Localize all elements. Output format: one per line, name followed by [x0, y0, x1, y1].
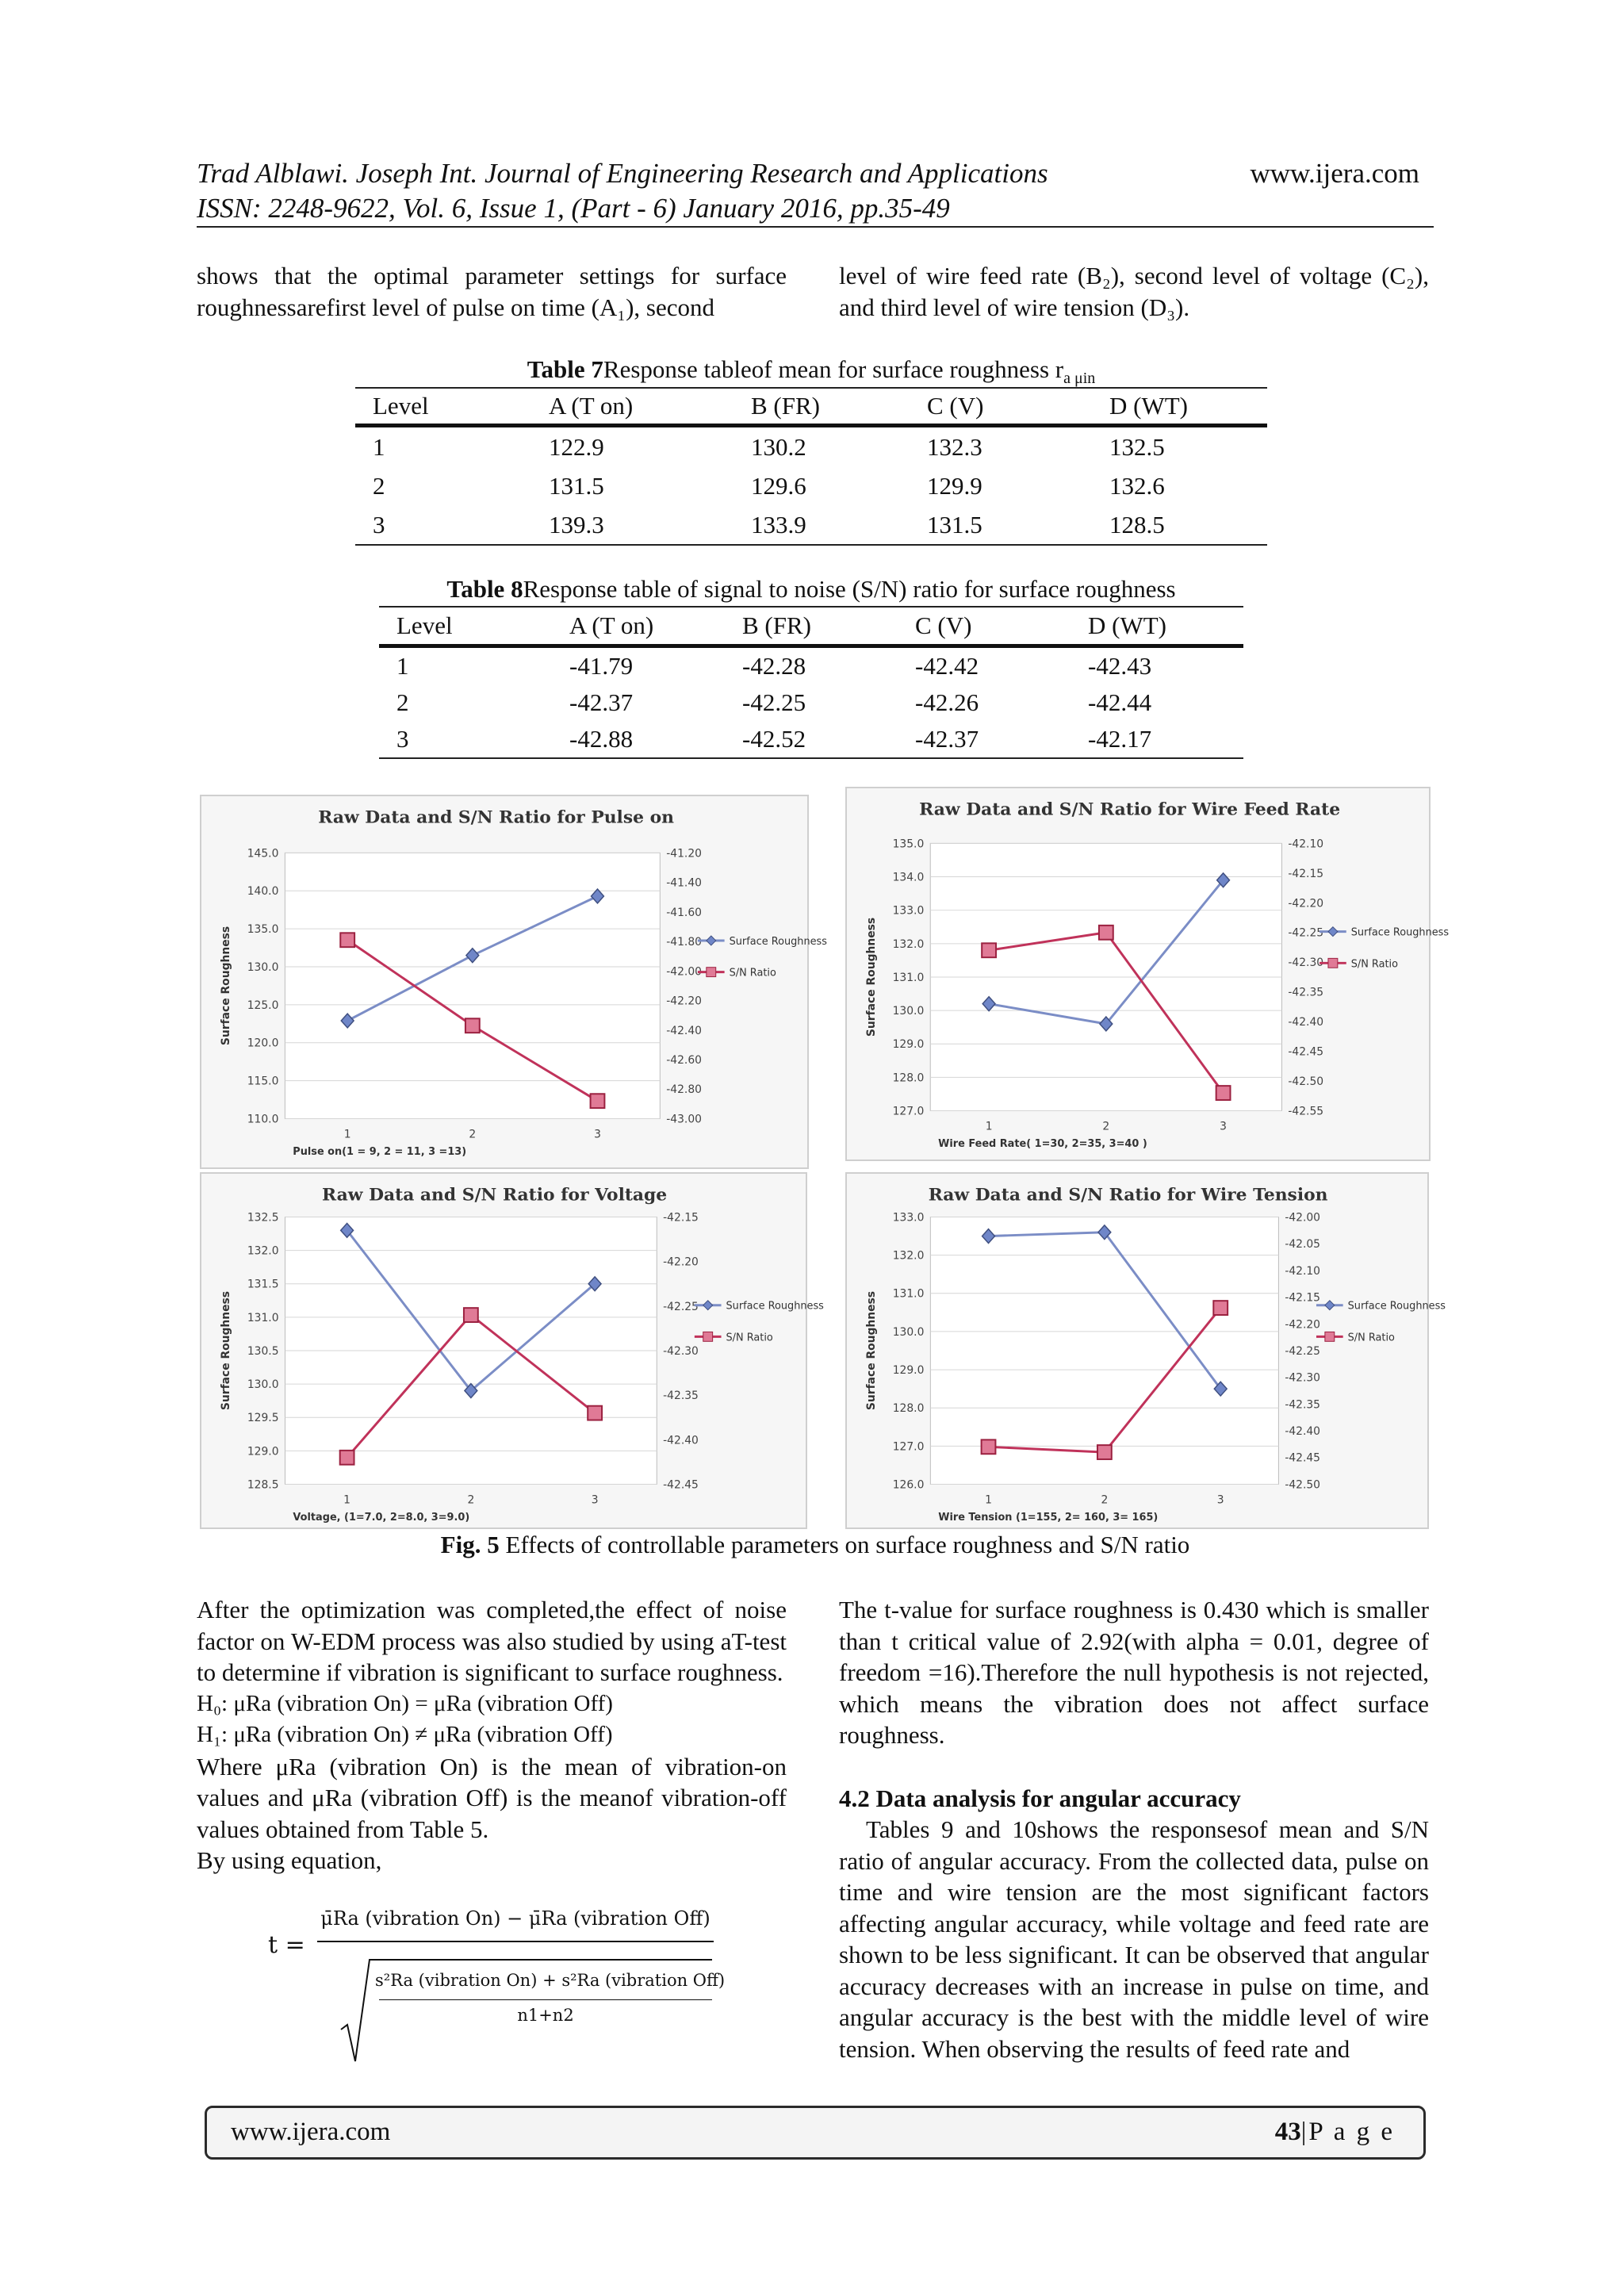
- x-tick-label: 1: [343, 1493, 351, 1507]
- data-point-square: [591, 1094, 605, 1108]
- y-left-tick-label: 110.0: [247, 1113, 279, 1126]
- y-left-tick-label: 145.0: [247, 847, 279, 861]
- x-tick-label: 1: [985, 1493, 992, 1507]
- table7-cell: 133.9: [733, 505, 910, 545]
- chart-title: Raw Data and S/N Ratio for Pulse on: [318, 807, 674, 828]
- legend-marker-diamond: [1325, 1301, 1335, 1310]
- data-point-square: [465, 1018, 480, 1033]
- table8-cell: -42.37: [898, 721, 1071, 758]
- table8-cell: -42.88: [552, 721, 725, 758]
- y-right-tick-label: -42.40: [1285, 1425, 1321, 1439]
- y-left-tick-label: 131.0: [892, 1287, 925, 1301]
- y-left-tick-label: 129.0: [892, 1364, 925, 1378]
- table7-cell: 139.3: [531, 505, 733, 545]
- table8-cell: -42.17: [1071, 721, 1243, 758]
- y-right-tick-label: -42.00: [666, 965, 702, 979]
- y-right-tick-label: -42.15: [1285, 1291, 1321, 1305]
- table-row: [379, 684, 1243, 721]
- angular-accuracy-paragraph: Tables 9 and 10shows the responsesof mean and S/N ratio of angular accuracy. From the collected data, pulse on time and wire tension are the most significant factors affecting angular accuracy, while voltage and feed rate are shown to be less significant. It can be observed that angular accuracy decreases with an increase in pulse on time, and angular accuracy is the best with the middle level of wire tension. When observing the results of feed rate and: [839, 1815, 1429, 2063]
- y-left-tick-label: 115.0: [247, 1075, 279, 1088]
- y-right-tick-label: -42.05: [1285, 1238, 1321, 1251]
- y-right-tick-label: -42.60: [666, 1054, 702, 1068]
- y-left-tick-label: 131.5: [247, 1278, 279, 1291]
- y-left-tick-label: 129.5: [247, 1412, 279, 1425]
- y-right-tick-label: -42.50: [1288, 1075, 1324, 1089]
- data-point-square: [1097, 1445, 1112, 1459]
- data-point-square: [1216, 1086, 1231, 1100]
- table8-cell: -42.37: [569, 688, 634, 716]
- y-right-tick-label: -42.50: [1285, 1478, 1321, 1492]
- table-row: [355, 505, 1267, 545]
- table8-header-1: A (T on): [552, 607, 725, 646]
- table7-cell: 129.9: [927, 471, 982, 500]
- table8-header-4: D (WT): [1071, 607, 1243, 646]
- t-test-paragraph: After the optimization was completed,the effect of noise factor on W-EDM process was also studied by using aT-test to determine if vibration is significant to surface roughness.: [197, 1596, 787, 1686]
- table-row: [379, 646, 1243, 685]
- table8: [379, 606, 1243, 759]
- y-right-tick-label: -42.40: [1288, 1016, 1324, 1029]
- y-right-tick-label: -42.35: [663, 1389, 699, 1403]
- y-right-tick-label: -41.40: [666, 876, 702, 890]
- table7-header-4: D (WT): [1092, 388, 1267, 426]
- legend-marker-square: [1325, 1332, 1335, 1341]
- x-tick-label: 2: [467, 1493, 475, 1507]
- y-left-tick-label: 125.0: [247, 999, 279, 1012]
- y-left-tick-label: 132.0: [247, 1244, 279, 1258]
- y-left-tick-label: 130.5: [247, 1344, 279, 1358]
- table-row: [379, 721, 1243, 758]
- legend-label: S/N Ratio: [1347, 1332, 1395, 1344]
- y-right-tick-label: -42.30: [1285, 1371, 1321, 1385]
- y-left-tick-label: 135.0: [892, 838, 925, 851]
- table8-cell: -42.26: [915, 688, 979, 716]
- table7-header-1: A (T on): [531, 388, 733, 426]
- where-paragraph: Where μRa (vibration On) is the mean of vibration-on values and μRa (vibration Off) is the meanof vibration-off values obtained from Table 5.: [197, 1752, 787, 1843]
- table8-cell: 2: [396, 688, 409, 716]
- y-right-tick-label: -42.00: [1285, 1211, 1321, 1225]
- chart-voltage: [200, 1172, 824, 1529]
- y-left-tick-label: 132.0: [892, 1249, 925, 1263]
- data-point-square: [982, 943, 996, 957]
- y-left-tick-label: 120.0: [247, 1037, 279, 1050]
- eq-denominator-bottom: n1+n2: [517, 2006, 574, 2025]
- table8-cell: 3: [379, 721, 552, 758]
- table7-cell: 2: [373, 471, 385, 500]
- table8-cell: -41.79: [569, 652, 634, 680]
- data-point-square: [1099, 926, 1113, 940]
- table8-cell: -42.44: [1088, 688, 1152, 716]
- y-left-tick-label: 140.0: [247, 885, 279, 899]
- x-axis-label: Wire Tension (1=155, 2= 160, 3= 165): [938, 1512, 1159, 1524]
- y-right-tick-label: -42.20: [666, 995, 702, 1008]
- table8-cell: -42.52: [725, 721, 898, 758]
- eq-lhs: t =: [268, 1931, 305, 1959]
- table8-header-2: B (FR): [725, 607, 898, 646]
- y-right-tick-label: -41.60: [666, 906, 702, 919]
- legend-label: Surface Roughness: [1350, 926, 1450, 939]
- y-right-tick-label: -42.45: [663, 1478, 699, 1492]
- x-tick-label: 2: [1101, 1493, 1109, 1507]
- y-right-tick-label: -42.25: [1285, 1344, 1321, 1358]
- y-right-tick-label: -41.20: [666, 847, 702, 861]
- y-left-tick-label: 134.0: [892, 871, 925, 884]
- x-tick-label: 3: [594, 1128, 601, 1141]
- y-axis-label: Surface Roughness: [219, 926, 232, 1046]
- data-point-square: [340, 1451, 354, 1465]
- y-right-tick-label: -42.15: [663, 1211, 699, 1225]
- journal-header-line2: ISSN: 2248-9622, Vol. 6, Issue 1, (Part - 6) January 2016, pp.35-49: [197, 193, 950, 224]
- page-footer: [205, 2106, 1426, 2160]
- table7-caption: Table 7Response tableof mean for surface roughness $r_{a \mu in}$: [527, 355, 1096, 388]
- table7-cell: 130.2: [751, 432, 806, 461]
- legend-label: Surface Roughness: [1347, 1300, 1446, 1313]
- x-tick-label: 1: [343, 1128, 351, 1141]
- legend-marker-square: [1328, 958, 1338, 968]
- y-right-tick-label: -42.45: [1285, 1451, 1321, 1465]
- journal-header-line1: Trad Alblawi. Joseph Int. Journal of Engineering Research and Applications: [197, 158, 1048, 189]
- y-left-tick-label: 133.0: [892, 1211, 925, 1225]
- table7-cell: 1: [373, 432, 385, 461]
- x-tick-label: 2: [469, 1128, 477, 1141]
- table7: [355, 387, 1267, 546]
- x-tick-label: 1: [985, 1120, 993, 1133]
- table8-cell: -42.25: [742, 688, 806, 716]
- table7-header-2: B (FR): [733, 388, 910, 426]
- table7-cell: 132.6: [1109, 471, 1165, 500]
- y-right-tick-label: -42.45: [1288, 1045, 1324, 1059]
- header-rule: [197, 226, 1434, 228]
- chart-title: Raw Data and S/N Ratio for Wire Tension: [928, 1185, 1328, 1205]
- footer-website: www.ijera.com: [231, 2118, 391, 2146]
- table7-cell: 131.5: [549, 471, 604, 500]
- y-right-tick-label: -42.80: [666, 1083, 702, 1097]
- y-left-tick-label: 130.0: [892, 1005, 925, 1018]
- data-point-square: [588, 1406, 602, 1420]
- top-text-right: level of wire feed rate (B₂), second level of voltage (C₂), and third level of wire tension (D₃).: [839, 262, 1429, 321]
- legend-marker-diamond: [1328, 927, 1338, 937]
- y-right-tick-label: -42.30: [1288, 956, 1324, 970]
- y-right-tick-label: -42.10: [1285, 1264, 1321, 1278]
- y-right-tick-label: -42.20: [1288, 897, 1324, 910]
- y-left-tick-label: 135.0: [247, 923, 279, 937]
- y-right-tick-label: -42.35: [1285, 1398, 1321, 1412]
- x-tick-label: 2: [1102, 1120, 1110, 1133]
- table7-cell: 3: [355, 505, 531, 545]
- eq-inner-bar: [379, 1999, 712, 2000]
- table7-cell: 132.3: [927, 432, 982, 461]
- legend-label: S/N Ratio: [726, 1332, 773, 1344]
- table8-cell: -42.43: [1088, 652, 1152, 680]
- legend-marker-square: [707, 968, 716, 977]
- y-axis-label: Surface Roughness: [864, 1290, 878, 1411]
- hypothesis-h0: H₀: μRa (vibration On) = μRa (vibration Off): [197, 1690, 613, 1716]
- y-left-tick-label: 128.5: [247, 1478, 279, 1492]
- y-right-tick-label: -42.40: [666, 1024, 702, 1037]
- y-axis-label: Surface Roughness: [220, 1290, 233, 1411]
- table-row: [355, 426, 1267, 467]
- chart-pulse-on-svg: [201, 796, 827, 1167]
- chart-wire-tension-svg: [847, 1174, 1446, 1527]
- y-left-tick-label: 130.0: [247, 1378, 279, 1392]
- y-left-tick-label: 128.0: [892, 1402, 925, 1416]
- right-column: [839, 1594, 1429, 2064]
- legend-label: Surface Roughness: [729, 935, 827, 948]
- y-left-tick-label: 130.0: [892, 1325, 925, 1339]
- table8-cell: 1: [396, 652, 409, 680]
- data-point-square: [340, 933, 354, 947]
- legend-label: Surface Roughness: [726, 1300, 824, 1313]
- plot-area: [285, 853, 660, 1118]
- legend-marker-diamond: [703, 1301, 713, 1310]
- x-tick-label: 3: [591, 1493, 599, 1507]
- table8-cell: -42.28: [742, 652, 806, 680]
- footer-page-number: 43|P a g e: [1274, 2118, 1395, 2146]
- data-point-square: [982, 1439, 996, 1454]
- table7-cell: 132.5: [1109, 432, 1165, 461]
- top-text-left: shows that the optimal parameter settings for surface roughnessarefirst level of pulse on time (A₁), second: [197, 262, 787, 321]
- table7-cell: 122.9: [549, 432, 604, 461]
- y-right-tick-label: -42.10: [1288, 838, 1324, 851]
- y-right-tick-label: -42.15: [1288, 867, 1324, 880]
- y-right-tick-label: -42.25: [663, 1300, 699, 1313]
- y-right-tick-label: -42.35: [1288, 986, 1324, 999]
- legend-marker-square: [703, 1332, 713, 1341]
- y-left-tick-label: 126.0: [892, 1478, 925, 1492]
- data-point-square: [464, 1308, 478, 1322]
- legend-marker-diamond: [707, 936, 716, 945]
- table8-caption: Table 8Response table of signal to noise (S/N) ratio for surface roughness: [446, 575, 1176, 603]
- y-left-tick-label: 130.0: [247, 960, 279, 974]
- left-column: [197, 1594, 787, 1876]
- x-tick-label: 3: [1216, 1493, 1224, 1507]
- chart-voltage-svg: [201, 1174, 824, 1527]
- y-right-tick-label: -42.25: [1288, 926, 1324, 940]
- legend-label: S/N Ratio: [1350, 958, 1399, 971]
- y-axis-label: Surface Roughness: [864, 917, 878, 1037]
- table-row: [355, 466, 1267, 505]
- y-left-tick-label: 131.0: [247, 1311, 279, 1324]
- table7-header-3: C (V): [910, 388, 1092, 426]
- header-website: www.ijera.com: [1250, 158, 1419, 189]
- x-axis-label: Wire Feed Rate( 1=30, 2=35, 3=40 ): [938, 1138, 1147, 1151]
- chart-wire-feed-rate: [845, 787, 1450, 1161]
- eq-fraction-bar: [317, 1941, 714, 1942]
- y-left-tick-label: 132.0: [892, 937, 925, 951]
- y-right-tick-label: -41.80: [666, 936, 702, 949]
- y-left-tick-label: 129.0: [247, 1445, 279, 1458]
- y-left-tick-label: 132.5: [247, 1211, 279, 1225]
- table8-header-0: Level: [379, 607, 552, 646]
- y-right-tick-label: -42.20: [1285, 1318, 1321, 1332]
- table7-header-0: Level: [355, 388, 531, 426]
- x-tick-label: 3: [1220, 1120, 1227, 1133]
- legend-label: S/N Ratio: [729, 967, 776, 979]
- table8-cell: -42.42: [915, 652, 979, 680]
- y-right-tick-label: -42.20: [663, 1255, 699, 1269]
- x-axis-label: Pulse on(1 = 9, 2 = 11, 3 =13): [293, 1146, 467, 1159]
- table7-cell: 131.5: [910, 505, 1092, 545]
- table7-cell: 129.6: [751, 471, 806, 500]
- y-left-tick-label: 133.0: [892, 904, 925, 918]
- by-equation: By using equation,: [197, 1846, 382, 1874]
- chart-pulse-on: [200, 795, 827, 1169]
- table8-header-3: C (V): [898, 607, 1071, 646]
- y-left-tick-label: 131.0: [892, 971, 925, 984]
- y-right-tick-label: -42.30: [663, 1344, 699, 1358]
- figure-caption: Fig. 5 Effects of controllable parameters on surface roughness and S/N ratio: [440, 1531, 1190, 1558]
- section-heading-4-2: 4.2 Data analysis for angular accuracy: [839, 1784, 1241, 1812]
- chart-title: Raw Data and S/N Ratio for Voltage: [322, 1185, 668, 1205]
- y-left-tick-label: 127.0: [892, 1105, 925, 1118]
- y-right-tick-label: -42.40: [663, 1434, 699, 1447]
- chart-wire-feed-rate-svg: [847, 788, 1450, 1159]
- data-point-square: [1213, 1301, 1228, 1315]
- t-equation: [268, 1907, 726, 2066]
- y-left-tick-label: 127.0: [892, 1440, 925, 1454]
- x-axis-label: Voltage, (1=7.0, 2=8.0, 3=9.0): [293, 1512, 470, 1524]
- t-value-paragraph: The t-value for surface roughness is 0.430 which is smaller than t critical value of 2.92(with alpha = 0.01, degree of freedom =16).Therefore the null hypothesis is not rejected, which means the vibration does not affect surface roughness.: [839, 1596, 1429, 1749]
- y-left-tick-label: 129.0: [892, 1038, 925, 1052]
- table7-cell: 128.5: [1092, 505, 1267, 545]
- hypothesis-h1: H₁: μRa (vibration On) ≠ μRa (vibration Off): [197, 1722, 613, 1747]
- chart-title: Raw Data and S/N Ratio for Wire Feed Rate: [919, 799, 1341, 820]
- eq-denominator-top: s²Ra (vibration On) + s²Ra (vibration Off): [375, 1971, 726, 1990]
- chart-wire-tension: [845, 1172, 1446, 1529]
- y-right-tick-label: -43.00: [666, 1113, 702, 1126]
- eq-numerator: μ̄Ra (vibration On) − μ̄Ra (vibration Off): [320, 1907, 710, 1930]
- y-left-tick-label: 128.0: [892, 1071, 925, 1085]
- y-right-tick-label: -42.55: [1288, 1105, 1324, 1118]
